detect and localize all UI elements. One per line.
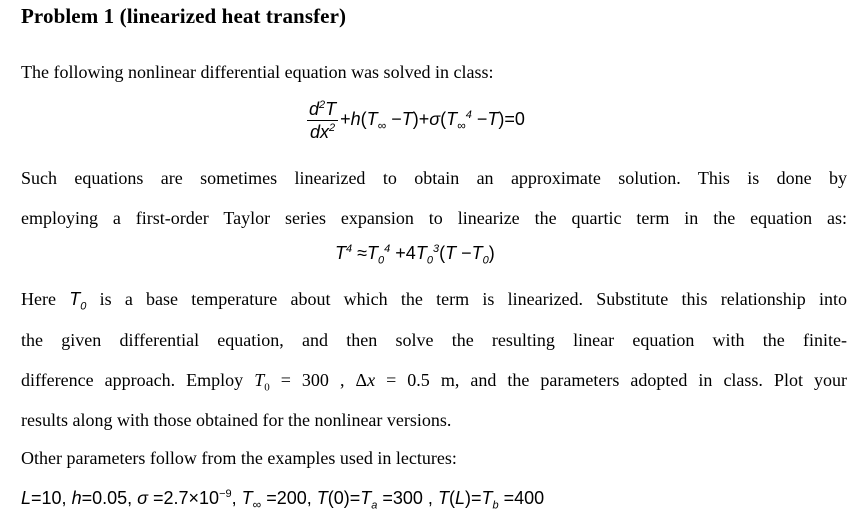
paragraph-line: difference approach. Employ $T_0 = 300$ , Δx = 0.5 m, and the parameters adopted in class. Plot your	[21, 370, 848, 394]
equation-rest: $+h(T_\infty -T)+\sigma(T_\infty^4 -T)=0$	[340, 109, 525, 133]
fraction-numerator: $d^2T$	[309, 99, 337, 119]
taylor-linearization-equation: $T^4 \approx T_0^4 +4T_0^3(T -T_0)$	[335, 243, 495, 267]
intro-text: The following nonlinear differential equation was solved in class:	[21, 62, 494, 82]
paragraph-line: Here $T_0$ is a base temperature about which the term is linearized. Substitute this relationship into	[21, 289, 847, 313]
paragraph-line: results along with those obtained for the nonlinear versions.	[21, 410, 452, 430]
nonlinear-equation	[307, 99, 525, 142]
fraction-denominator: $dx^2$	[310, 122, 336, 142]
paragraph-line: Other parameters follow from the examples used in lectures:	[21, 448, 457, 468]
second-derivative-fraction	[307, 99, 338, 142]
parameter-list: L=10, h=0.05, $\sigma =2.7\times 10^{-9}$, $T_\infty =200$, $T(0)=T_a =300$ , $T(L)=T_b =400$	[21, 488, 545, 512]
paragraph-line: Such equations are sometimes linearized to obtain an approximate solution. This is done by	[21, 168, 847, 188]
paragraph-line: employing a first-order Taylor series expansion to linearize the quartic term in the equation as:	[21, 208, 847, 228]
paragraph-line: the given differential equation, and then solve the resulting linear equation with the finite-	[21, 330, 847, 350]
problem-title: Problem 1 (linearized heat transfer)	[21, 4, 347, 28]
